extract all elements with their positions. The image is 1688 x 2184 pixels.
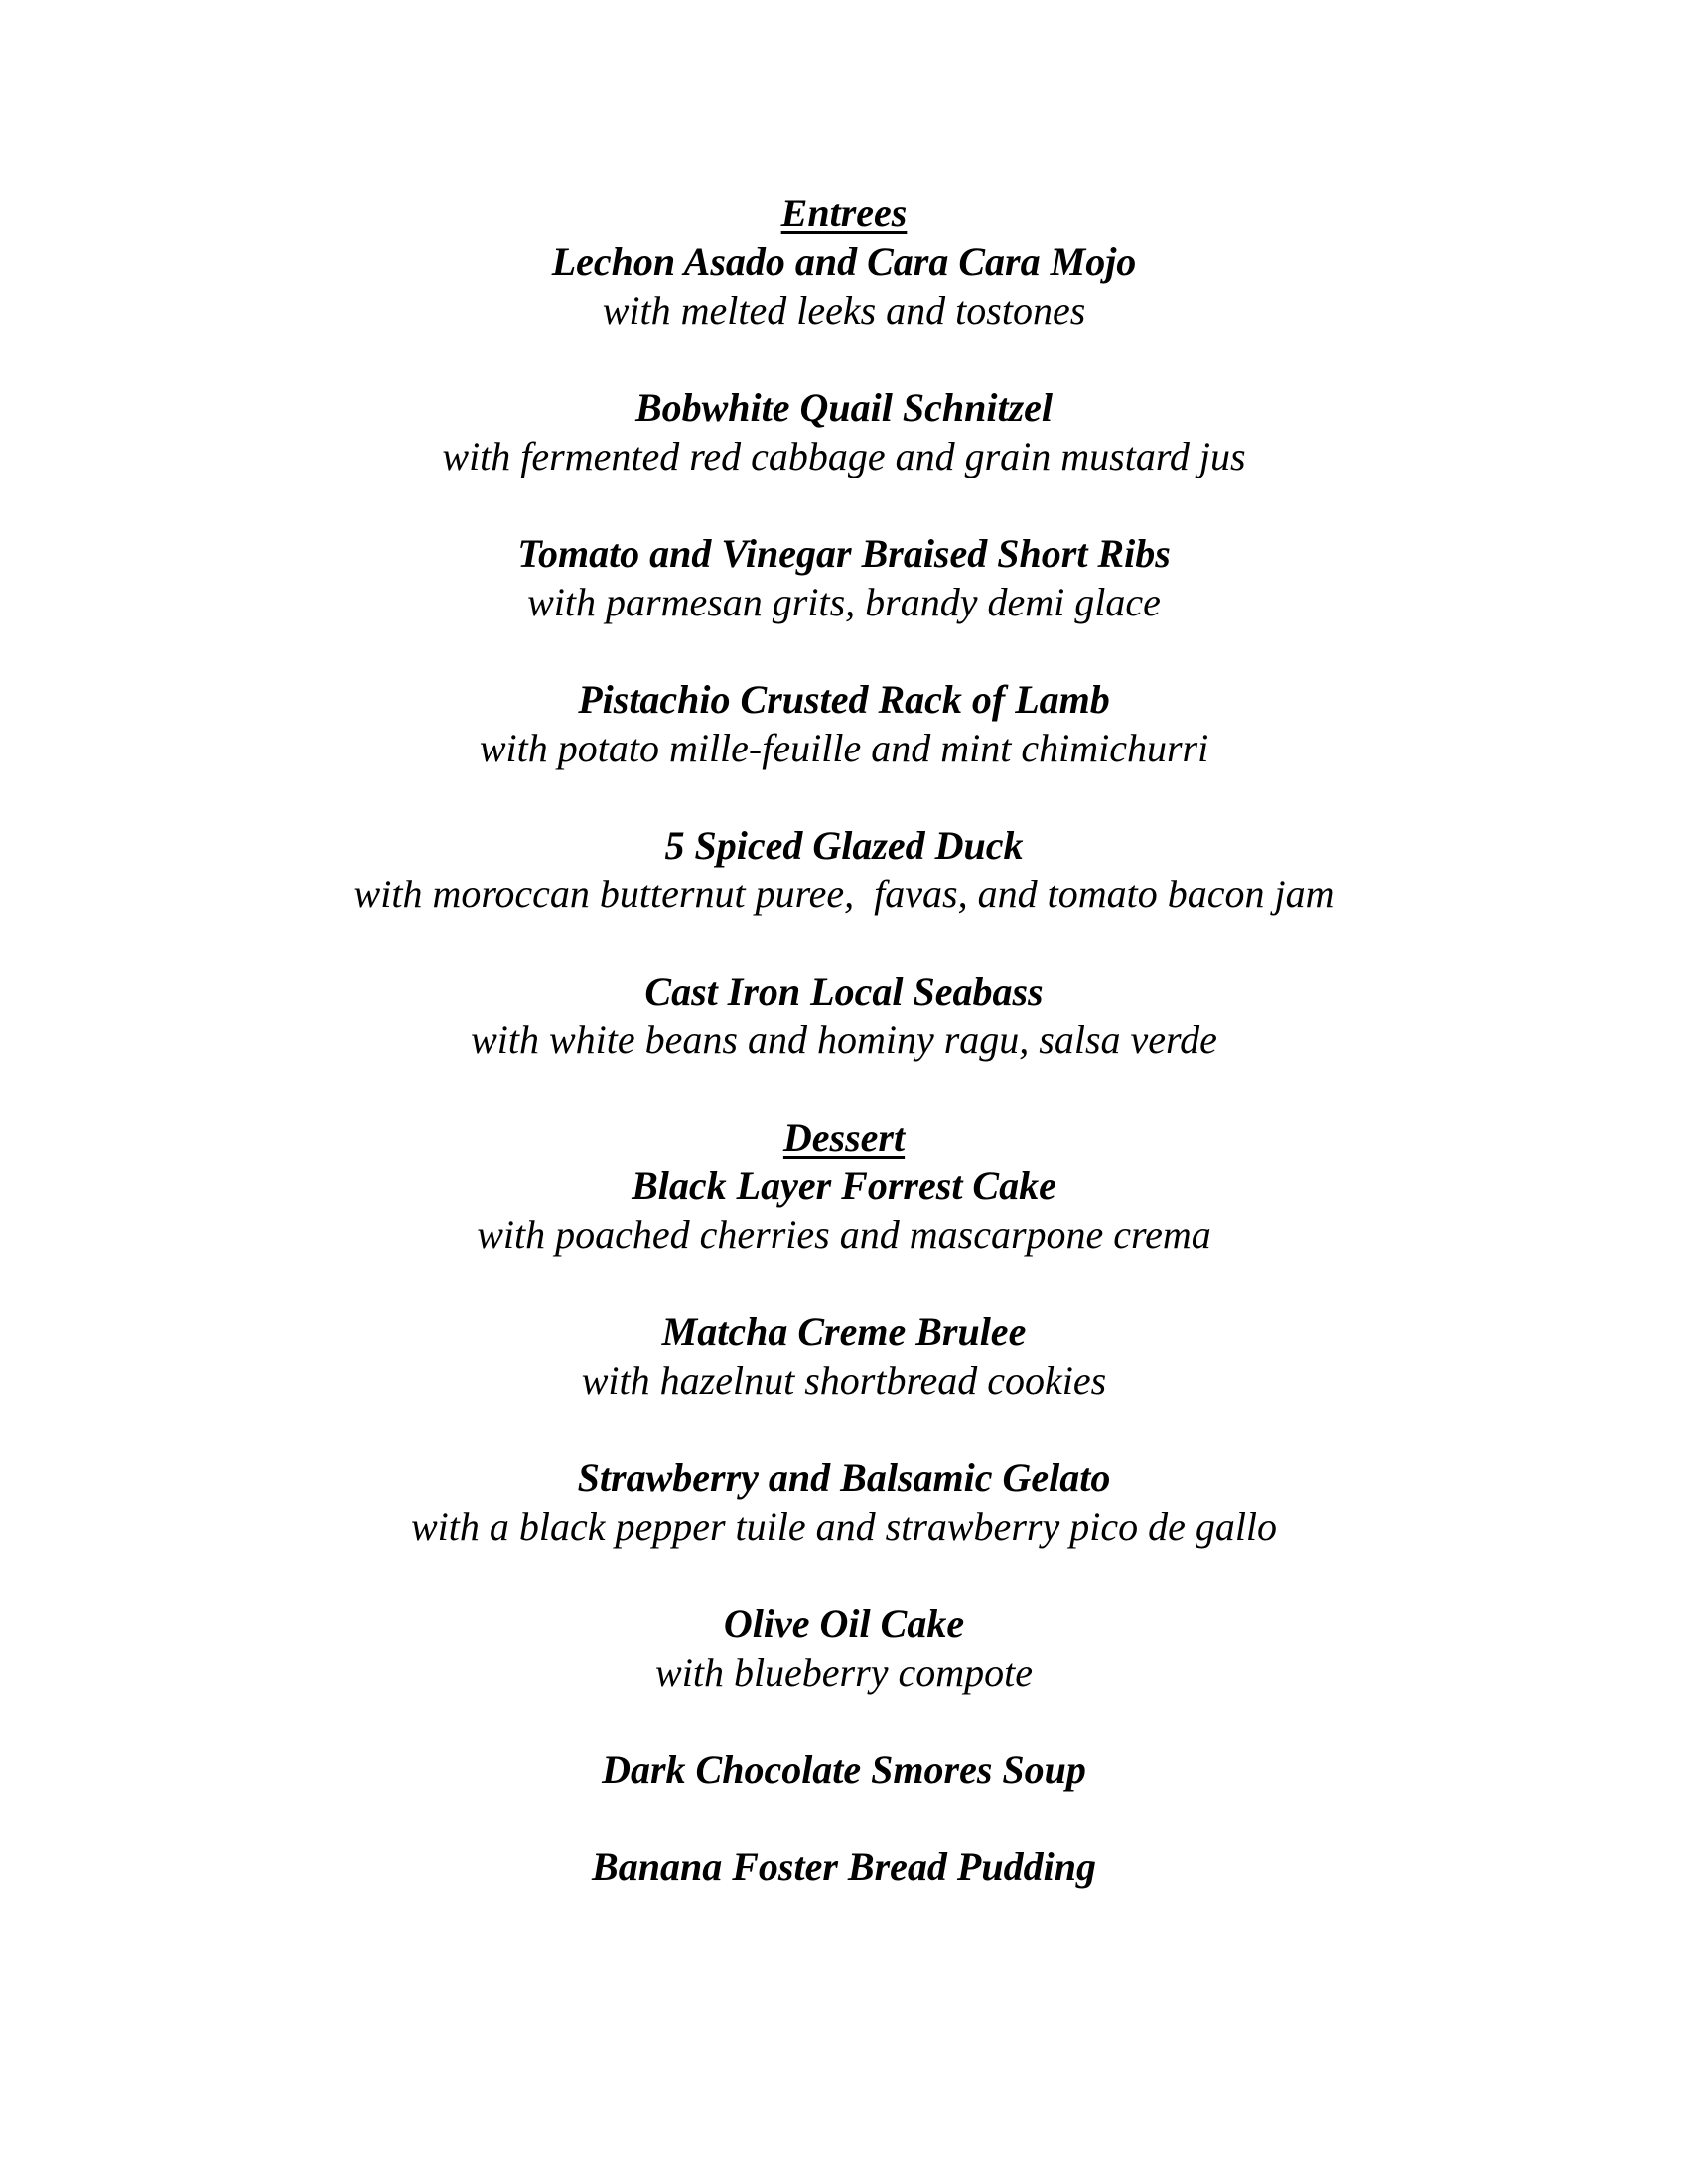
menu-item-glazed-duck — [0, 821, 1688, 918]
menu-item-lechon-asado — [0, 237, 1688, 335]
section-heading-dessert: Dessert — [782, 1115, 906, 1160]
menu-item-name: 5 Spiced Glazed Duck — [664, 823, 1024, 868]
menu-item-braised-short-ribs — [0, 529, 1688, 626]
menu-item-name: Banana Foster Bread Pudding — [592, 1844, 1096, 1889]
section-heading-entrees: Entrees — [780, 191, 908, 235]
menu-item-smores-soup — [0, 1745, 1688, 1794]
menu-item-description: with blueberry compote — [655, 1650, 1033, 1695]
menu-item-description: with white beans and hominy ragu, salsa verde — [471, 1018, 1217, 1062]
menu-item-name: Pistachio Crusted Rack of Lamb — [578, 677, 1110, 722]
menu-item-description: with fermented red cabbage and grain mustard jus — [442, 434, 1246, 478]
menu-item-description: with a black pepper tuile and strawberry pico de gallo — [410, 1504, 1278, 1549]
menu-section-dessert — [0, 1113, 1688, 1891]
menu-item-description: with parmesan grits, brandy demi glace — [527, 580, 1161, 624]
menu-item-name: Tomato and Vinegar Braised Short Ribs — [517, 531, 1171, 576]
menu-item-description: with potato mille-feuille and mint chimichurri — [479, 726, 1209, 770]
menu-item-balsamic-gelato — [0, 1453, 1688, 1551]
menu-item-name: Cast Iron Local Seabass — [644, 969, 1044, 1014]
menu-item-olive-oil-cake — [0, 1599, 1688, 1697]
menu-item-name: Olive Oil Cake — [723, 1601, 965, 1646]
menu-item-name: Matcha Creme Brulee — [661, 1309, 1027, 1354]
menu-item-name: Bobwhite Quail Schnitzel — [634, 385, 1054, 430]
menu-item-name: Strawberry and Balsamic Gelato — [577, 1455, 1111, 1500]
menu-item-local-seabass — [0, 967, 1688, 1064]
menu-item-bobwhite-quail — [0, 383, 1688, 480]
menu-item-description: with melted leeks and tostones — [602, 288, 1086, 333]
menu-item-forrest-cake — [0, 1161, 1688, 1259]
menu-item-description: with moroccan butternut puree, favas, and tomato bacon jam — [353, 872, 1335, 916]
menu-item-name: Black Layer Forrest Cake — [632, 1163, 1056, 1208]
menu-item-description: with poached cherries and mascarpone crema — [477, 1212, 1211, 1257]
menu-item-name: Lechon Asado and Cara Cara Mojo — [551, 239, 1137, 284]
menu-item-bread-pudding — [0, 1843, 1688, 1891]
menu-item-matcha-creme-brulee — [0, 1307, 1688, 1405]
menu-section-entrees — [0, 189, 1688, 1064]
menu-item-description: with hazelnut shortbread cookies — [581, 1358, 1107, 1403]
menu-item-name: Dark Chocolate Smores Soup — [602, 1747, 1086, 1792]
menu-item-rack-of-lamb — [0, 675, 1688, 772]
